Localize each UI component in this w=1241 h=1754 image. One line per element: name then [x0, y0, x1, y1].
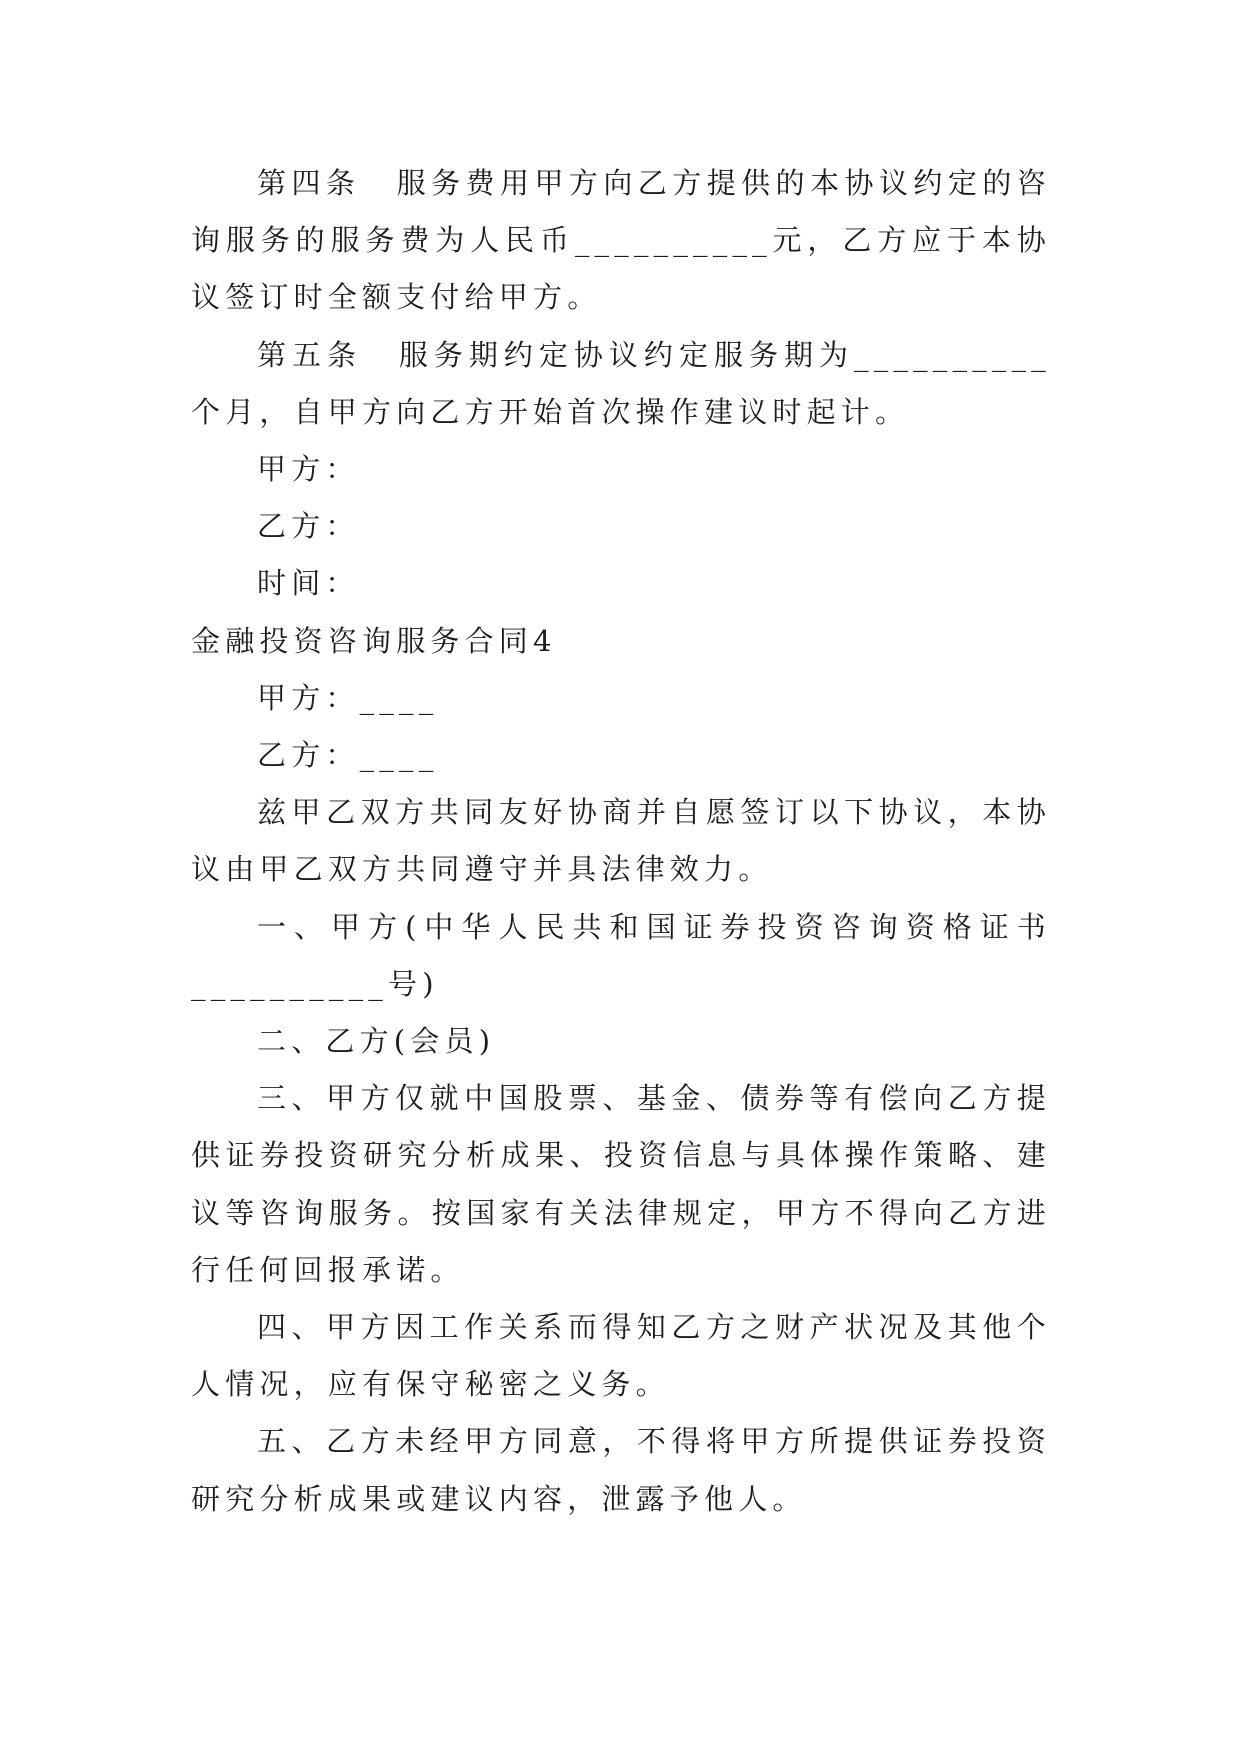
- item-4-paragraph: 四、甲方因工作关系而得知乙方之财产状况及其他个人情况，应有保守秘密之义务。: [191, 1310, 1051, 1402]
- item-1-text: 一、甲方(中华人民共和国证券投资咨询资格证书: [257, 909, 1051, 944]
- article-5-text-b: 个月，自甲方向乙方开始首次操作建议时起计。: [191, 394, 910, 429]
- article-4-blank: __________: [574, 223, 772, 258]
- item-5-paragraph: 五、乙方未经甲方同意，不得将甲方所提供证券投资研究分析成果或建议内容，泄露予他人。: [191, 1424, 1051, 1516]
- item-1-paragraph: [191, 899, 1051, 1013]
- preamble-paragraph: 兹甲乙双方共同友好协商并自愿签订以下协议，本协议由甲乙双方共同遵守并具法律效力。: [191, 795, 1051, 887]
- item-2-paragraph: 二、乙方(会员): [257, 1024, 496, 1059]
- article-5-blank: __________: [854, 337, 1051, 372]
- item-3-paragraph: 三、甲方仅就中国股票、基金、债券等有偿向乙方提供证券投资研究分析成果、投资信息与具体操作策略、建议等咨询服务。按国家有关法律规定，甲方不得向乙方进行任何回报承诺。: [191, 1081, 1051, 1287]
- article-5-paragraph: [191, 327, 1051, 441]
- signature-time: 时间：: [257, 566, 360, 601]
- article-4-text-b: 元，乙方应于本协议签订时全额支付给甲方。: [191, 223, 1051, 315]
- party-b-blank: ____: [359, 738, 439, 773]
- article-4-paragraph: [191, 155, 1051, 327]
- article-5-label: 第五条: [257, 337, 363, 372]
- article-5-text-a: 服务期约定协议约定服务期为: [398, 337, 854, 372]
- party-a-label: 甲方：: [257, 680, 360, 715]
- item-1-suffix: 号): [388, 966, 439, 1001]
- article-4-text-a: 服务费用甲方向乙方提供的本协议约定的咨询服务的服务费为人民币: [191, 166, 1051, 258]
- party-b-line: [191, 727, 1051, 784]
- signature-party-a: 甲方：: [257, 452, 360, 487]
- document-body: [191, 155, 1051, 1528]
- signature-party-b: 乙方：: [257, 509, 360, 544]
- party-b-label: 乙方：: [257, 738, 360, 773]
- article-4-label: 第四条: [257, 166, 361, 200]
- party-a-blank: ____: [359, 680, 439, 715]
- party-a-line: [191, 670, 1051, 727]
- section-title: 金融投资咨询服务合同4: [191, 623, 557, 658]
- item-1-blank: __________: [191, 966, 388, 1001]
